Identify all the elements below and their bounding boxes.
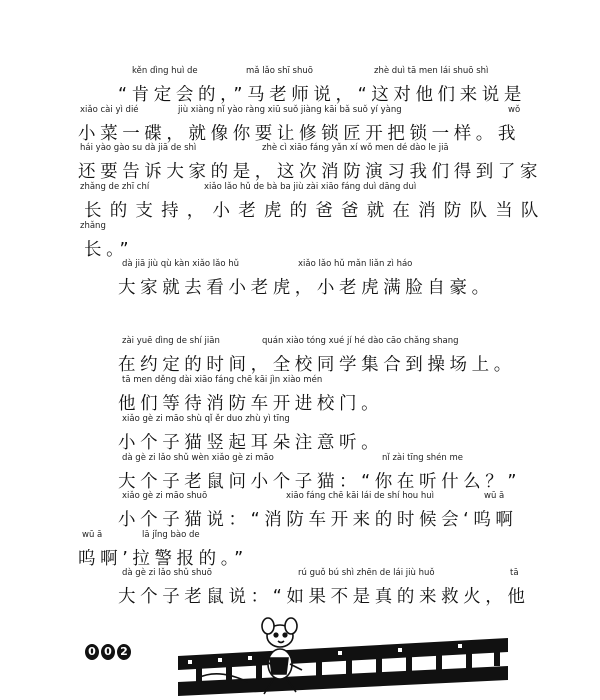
- pinyin-segment: zài yuē dìng de shí jiān: [122, 336, 220, 346]
- pinyin-segment: wū ā: [484, 491, 505, 501]
- pinyin-segment: dà jiā jiù qù kàn xiǎo lǎo hǔ: [122, 259, 240, 269]
- pinyin-segment: xiǎo lǎo hǔ mǎn liǎn zì háo: [298, 259, 413, 269]
- hanzi-row: 长的支持，小老虎的爸爸就在消防队当队: [84, 201, 547, 221]
- hanzi-row: 还要告诉大家的是，这次消防演习我们得到了家: [78, 162, 543, 182]
- pinyin-row: [0, 259, 600, 273]
- pinyin-segment: xiāo fáng chē kāi lái de shí hou huì: [286, 491, 435, 501]
- pinyin-segment: hái yào gào su dà jiā de shì: [80, 143, 197, 153]
- pinyin-segment: zhè duì tā men lái shuō shì: [374, 66, 489, 76]
- pinyin-segment: dà gè zi lǎo shǔ wèn xiǎo gè zi māo: [122, 453, 274, 463]
- pinyin-segment: mǎ lǎo shī shuō: [246, 66, 313, 76]
- hanzi-row: 在约定的时间，全校同学集合到操场上。: [118, 355, 516, 375]
- pinyin-segment: zhè cì xiāo fáng yǎn xí wǒ men dé dào le jiā: [262, 143, 449, 153]
- pinyin-segment: tā: [510, 568, 519, 578]
- pinyin-row: [0, 453, 600, 467]
- pinyin-segment: lā jǐng bào de: [142, 530, 200, 540]
- hanzi-row: 小个子猫竖起耳朵注意听。: [118, 433, 384, 453]
- pinyin-segment: rú guǒ bú shì zhēn de lái jiù huǒ: [298, 568, 435, 578]
- page-number-digit: 0: [85, 644, 99, 660]
- text-line: [0, 259, 600, 307]
- pinyin-row: [0, 105, 600, 119]
- pinyin-segment: dà gè zi lǎo shǔ shuō: [122, 568, 212, 578]
- hanzi-row: 小个子猫说：“消防车开来的时候会‘呜啊: [118, 510, 518, 530]
- hanzi-row: 小菜一碟，就像你要让修锁匠开把锁一样。我: [78, 124, 520, 144]
- pinyin-row: [0, 414, 600, 428]
- pinyin-segment: quán xiào tóng xué jí hé dào cāo chǎng shang: [262, 336, 459, 346]
- page-number-digit: 0: [101, 644, 115, 660]
- pinyin-segment: xiǎo lǎo hǔ de bà ba jiù zài xiāo fáng duì dāng duì: [204, 182, 417, 192]
- pinyin-segment: xiǎo gè zi māo shù qǐ ěr duo zhù yì tīng: [122, 414, 290, 424]
- hanzi-row: 大个子老鼠问小个子猫：“你在听什么？”: [118, 472, 522, 492]
- pinyin-segment: zhǎng de zhī chí: [80, 182, 150, 192]
- pinyin-segment: wǒ: [508, 105, 521, 115]
- page-number: [85, 644, 131, 662]
- page-number-digit: 2: [117, 644, 131, 660]
- hanzi-row: “肯定会的，”马老师说，“这对他们来说是: [118, 85, 526, 105]
- pinyin-row: [0, 491, 600, 505]
- mouse-on-film-strip-illustration: [178, 608, 508, 700]
- hanzi-row: 他们等待消防车开进校门。: [118, 394, 384, 414]
- pinyin-row: [0, 221, 600, 235]
- pinyin-segment: xiǎo cài yì dié: [80, 105, 139, 115]
- pinyin-row: [0, 530, 600, 544]
- pinyin-row: [0, 66, 600, 80]
- pinyin-row: [0, 336, 600, 350]
- pinyin-row: [0, 143, 600, 157]
- hanzi-row: 呜啊’拉警报的。”: [78, 549, 248, 569]
- pinyin-segment: nǐ zài tīng shén me: [382, 453, 464, 463]
- pinyin-row: [0, 568, 600, 582]
- pinyin-segment: tā men děng dài xiāo fáng chē kāi jìn xiào mén: [122, 375, 323, 385]
- hanzi-row: 大家就去看小老虎，小老虎满脸自豪。: [118, 278, 494, 298]
- pinyin-segment: jiù xiàng nǐ yào ràng xiū suǒ jiàng kāi bǎ suǒ yí yàng: [178, 105, 402, 115]
- pinyin-segment: kěn dìng huì de: [132, 66, 198, 76]
- film-strip: [178, 638, 508, 696]
- pinyin-segment: xiǎo gè zi māo shuō: [122, 491, 208, 501]
- pinyin-row: [0, 375, 600, 389]
- hanzi-row: 大个子老鼠说：“如果不是真的来救火，他: [118, 587, 530, 607]
- hanzi-row: 长。”: [84, 240, 134, 260]
- pinyin-segment: zhǎng: [80, 221, 106, 231]
- pinyin-segment: wū ā: [82, 530, 103, 540]
- pinyin-row: [0, 182, 600, 196]
